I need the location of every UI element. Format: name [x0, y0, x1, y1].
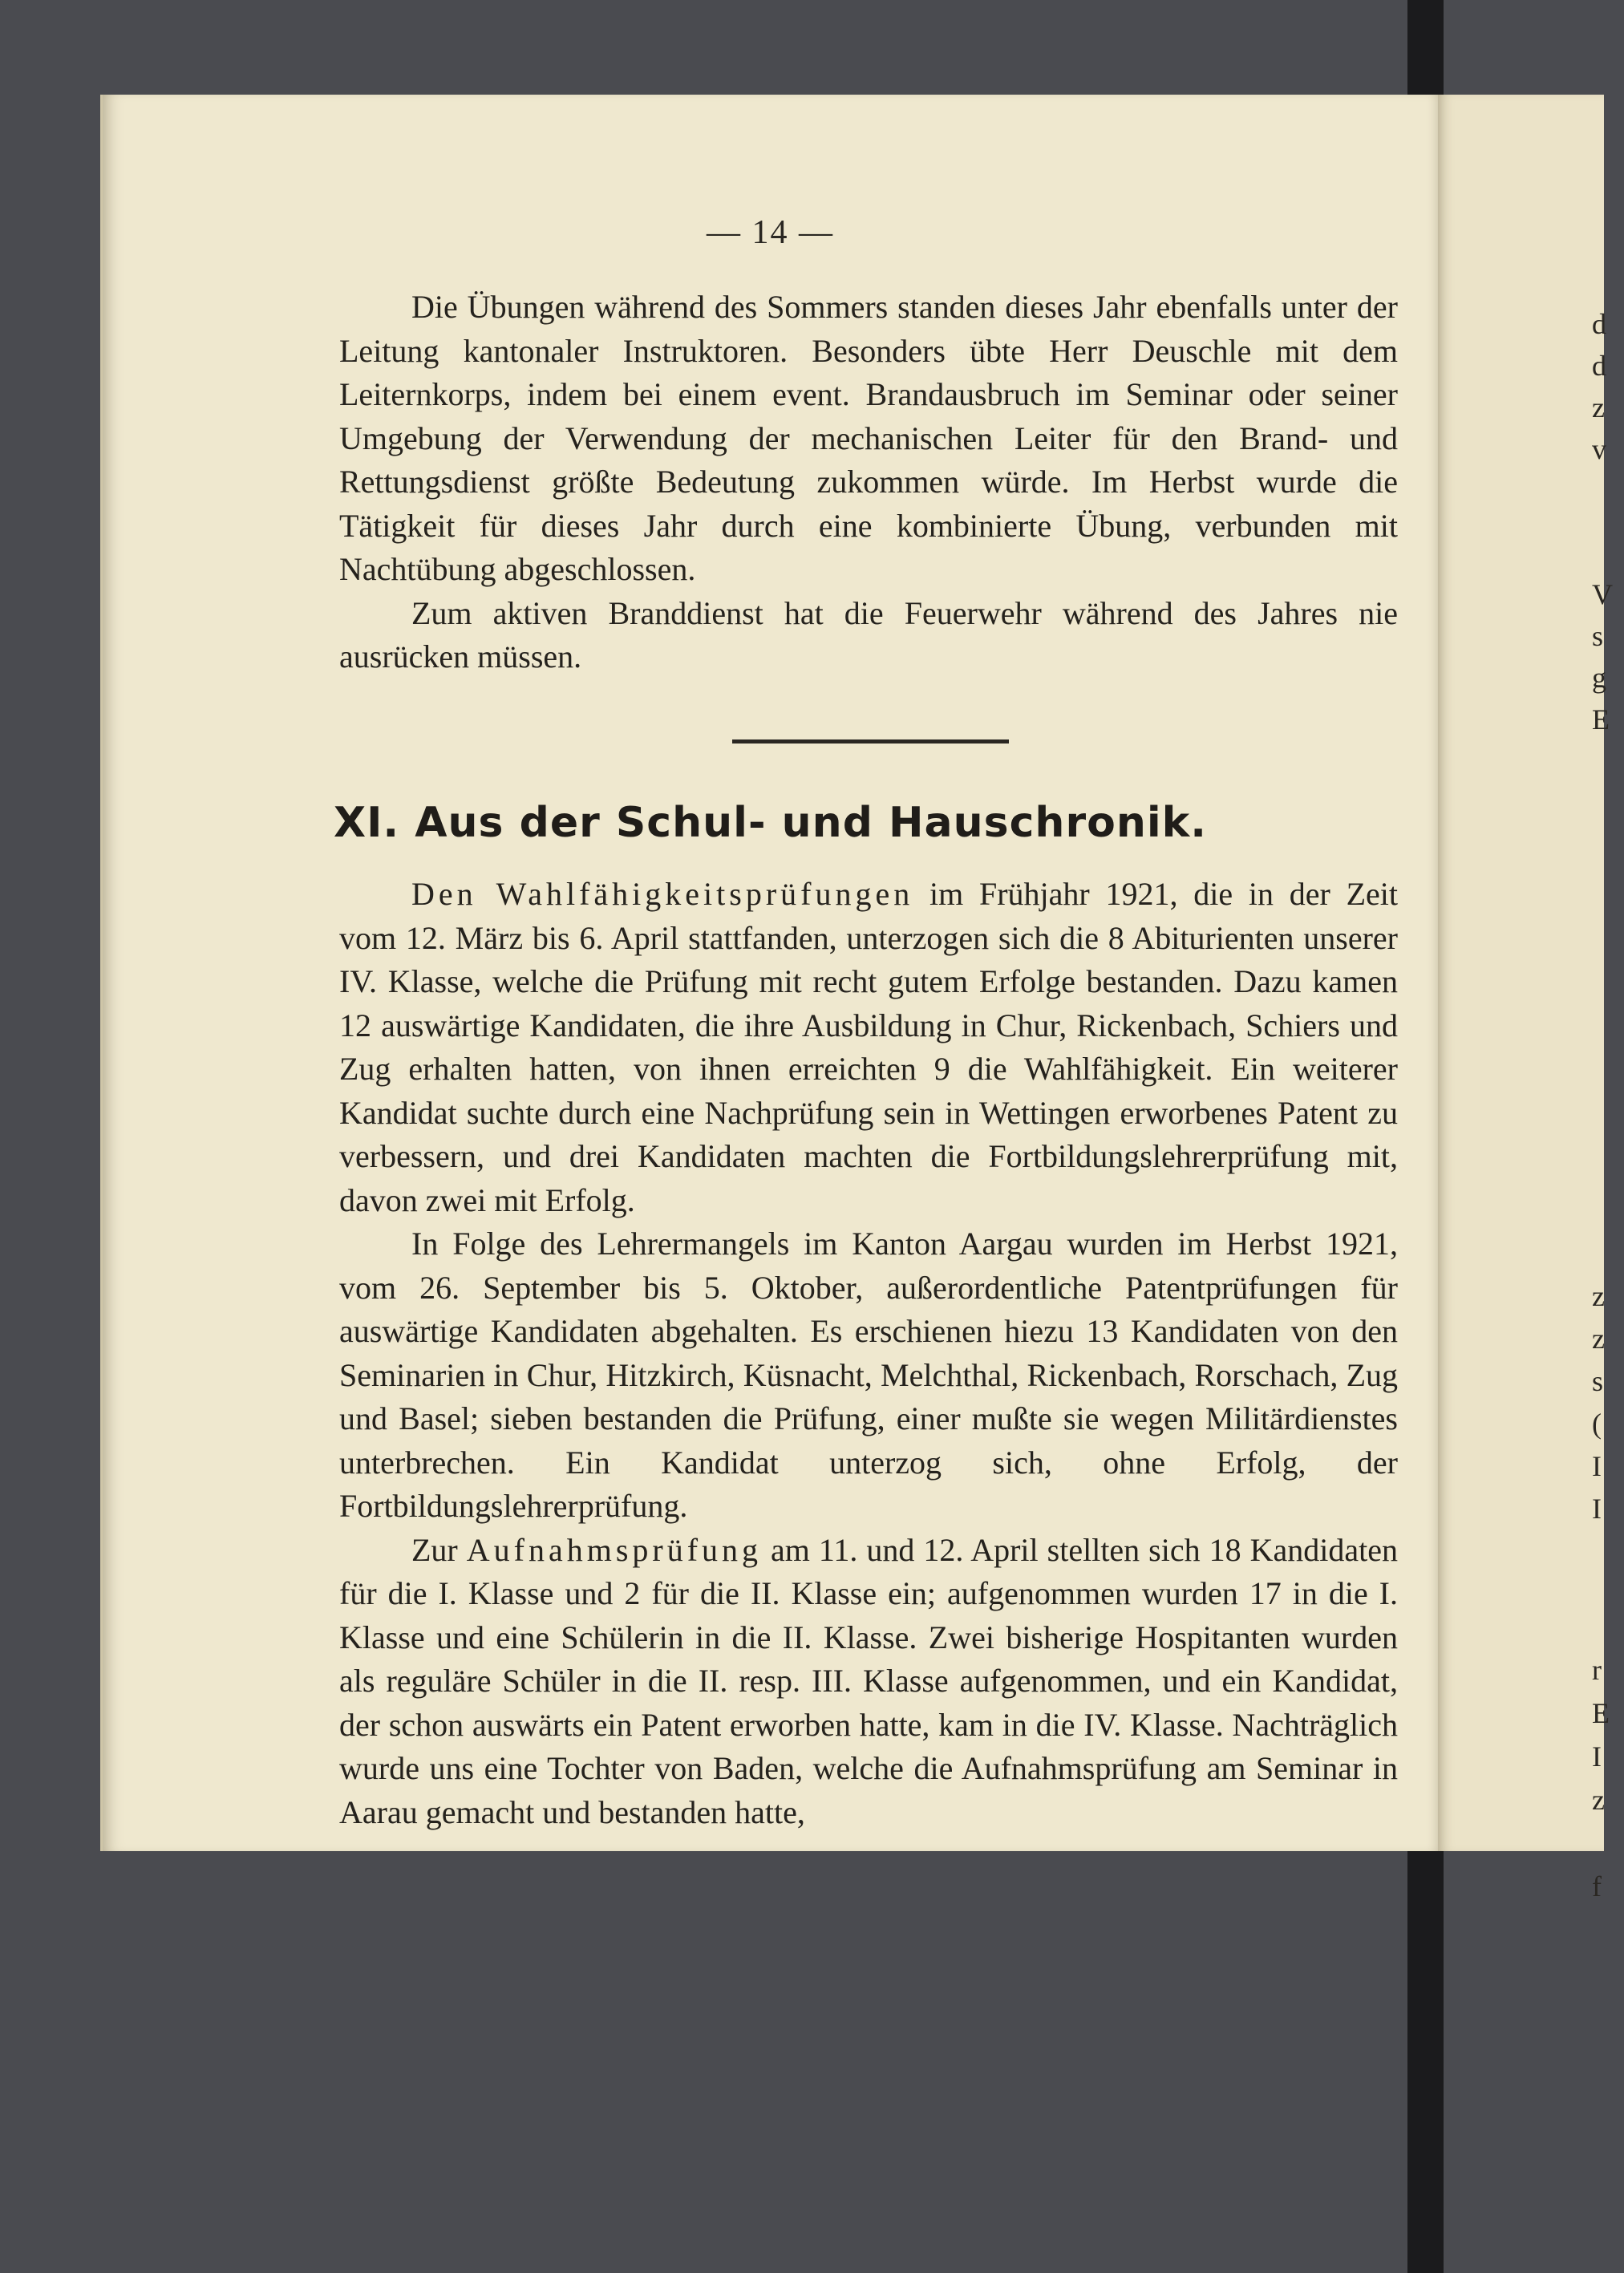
- edge-letter: E: [1592, 1697, 1610, 1729]
- facing-page: [1437, 95, 1604, 1851]
- edge-letter: s: [1592, 620, 1604, 652]
- facing-page-letters-mid: [1592, 573, 1624, 740]
- edge-letter: I: [1592, 1493, 1602, 1525]
- edge-letter: f: [1592, 1870, 1602, 1902]
- edge-letter: V: [1592, 578, 1613, 610]
- edge-letter: s: [1592, 1365, 1604, 1397]
- emphasized-term: Den Wahlfähigkeitsprüfungen: [411, 876, 914, 912]
- facing-page-letter-last: [1592, 1865, 1624, 1908]
- paragraph: Zum aktiven Branddienst hat die Feuerwehr während des Jahres nie ausrücken müssen.: [339, 594, 1398, 675]
- facing-page-letters-bottom: [1592, 1648, 1624, 1821]
- paragraph-text: am 11. und 12. April stellten sich 18 Kandidaten für die I. Klasse und 2 für die II. Klasse ein; aufgenommen wurden 17 in die I. Klasse und eine Schülerin in die II. Klasse. Zwei bisherige Hospitanten wurden als reguläre Schüler in die II. resp. III. Klasse aufgenommen, und ein Kandidat, der schon auswärts ein Patent erworben hatte, kam in die IV. Klasse. Nachträglich wurde uns eine Tochter von Baden, welche die Aufnahmsprüfung am Seminar in Aarau gemacht und bestanden hatte,: [339, 1531, 1398, 1830]
- edge-letter: E: [1592, 703, 1610, 735]
- paragraph: In Folge des Lehrermangels im Kanton Aargau wurden im Herbst 1921, vom 26. September bis 5. Oktober, außerordentliche Patentprüfungen für auswärtige Kandidaten abgehalten. Es erschienen hiezu 13 Kandidaten von den Seminarien in Chur, Hitzkirch, Küsnacht, Melchthal, Rickenbach, Rorschach, Zug und Basel; sieben bestanden die Prüfung, einer mußte sie wegen Militärdienstes unterbrechen. Ein Kandidat unterzog sich, ohne Erfolg, der Fortbildungslehrerprüfung.: [339, 1226, 1398, 1524]
- chronicle-section: [339, 873, 1398, 1834]
- paragraph: [339, 1529, 1398, 1835]
- paragraph-text: Zur: [411, 1531, 467, 1568]
- edge-letter: (: [1592, 1408, 1602, 1440]
- edge-letter: r: [1592, 1654, 1602, 1686]
- book-page: [100, 95, 1438, 1851]
- section-heading: XI. Aus der Schul- und Hauschronik.: [333, 799, 1207, 847]
- page-number: — 14 —: [707, 214, 834, 251]
- section-divider: [732, 739, 1009, 743]
- paragraph: Die Übungen während des Sommers standen dieses Jahr ebenfalls unter der Leitung kantonaler Instruktoren. Besonders übte Herr Deuschle mit dem Leiternkorps, indem bei einem event. Brandausbruch im Seminar oder seiner Umgebung der Verwendung der mechanischen Leiter für den Brand- und Rettungsdienst größte Bedeutung zukommen würde. Im Herbst wurde die Tätigkeit für dieses Jahr durch eine kombinierte Übung, verbunden mit Nachtübung abgeschlossen.: [339, 289, 1398, 587]
- facing-page-letters-top: [1592, 303, 1624, 470]
- edge-letter: z: [1592, 1280, 1605, 1312]
- paragraph: [339, 873, 1398, 1222]
- edge-letter: z: [1592, 1323, 1605, 1355]
- emphasized-term: Aufnahmsprüfung: [466, 1531, 763, 1568]
- fire-brigade-section: [339, 286, 1398, 679]
- edge-letter: I: [1592, 1450, 1602, 1482]
- facing-page-letters-lower: [1592, 1275, 1624, 1530]
- edge-letter: d: [1592, 308, 1606, 340]
- edge-letter: I: [1592, 1740, 1602, 1773]
- edge-letter: z: [1592, 1784, 1605, 1816]
- edge-letter: d: [1592, 350, 1606, 382]
- paragraph-text: im Frühjahr 1921, die in der Zeit vom 12. März bis 6. April stattfanden, unterzogen sich die 8 Abiturienten unserer IV. Klasse, welche die Prüfung mit recht gutem Erfolge bestanden. Dazu kamen 12 auswärtige Kandidaten, die ihre Ausbildung in Chur, Rickenbach, Schiers und Zug erhalten hatten, von ihnen erreichten 9 die Wahlfähigkeit. Ein weiterer Kandidat suchte durch eine Nachprüfung sein in Wettingen erworbenes Patent zu verbessern, und drei Kandidaten machten die Fortbildungslehrerprüfung mit, davon zwei mit Erfolg.: [339, 876, 1399, 1218]
- edge-letter: z: [1592, 391, 1605, 423]
- edge-letter: g: [1592, 662, 1606, 694]
- edge-letter: v: [1592, 433, 1606, 465]
